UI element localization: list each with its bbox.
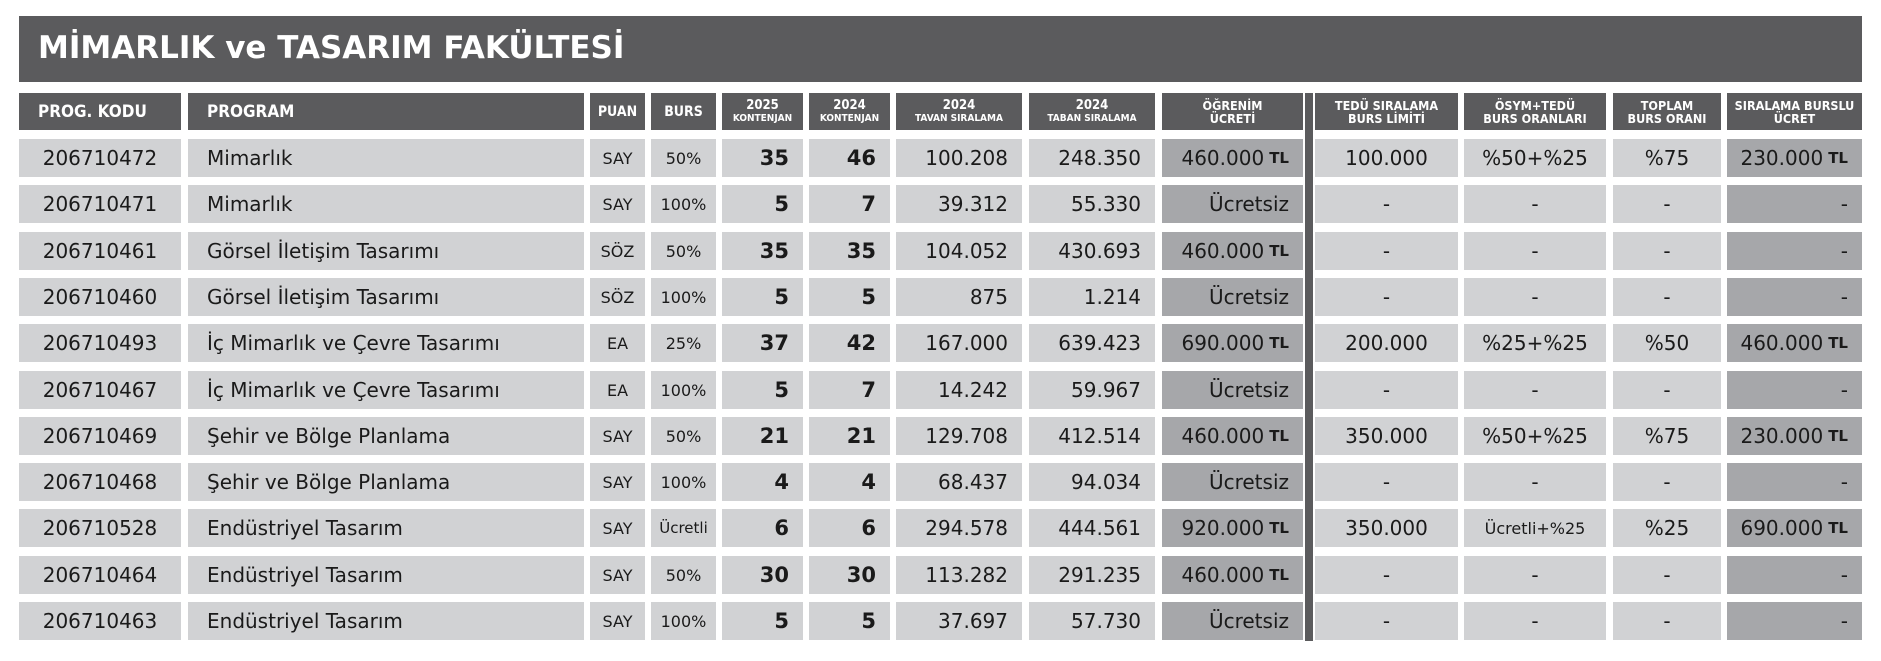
cell-k2025: 21: [722, 417, 803, 455]
cell-taban: 444.561: [1029, 509, 1155, 547]
cell-burs: 100%: [651, 371, 716, 409]
cell-kod: 206710528: [19, 509, 181, 547]
cell-tavan: 100.208: [896, 139, 1022, 177]
currency-label: TL: [1828, 334, 1848, 352]
currency-label: TL: [1269, 566, 1289, 584]
cell-burs: 50%: [651, 417, 716, 455]
header-prog-kodu: PROG. KODU: [19, 93, 181, 130]
cell-burs: 100%: [651, 185, 716, 223]
cell-taban: 57.730: [1029, 602, 1155, 640]
cell-toplam: -: [1613, 602, 1721, 640]
cell-ucret: Ücretsiz: [1162, 371, 1303, 409]
cell-puan: SAY: [590, 509, 645, 547]
cell-k2024: 7: [809, 371, 890, 409]
cell-tavan: 104.052: [896, 232, 1022, 270]
cell-tavan: 294.578: [896, 509, 1022, 547]
cell-program: Görsel İletişim Tasarımı: [188, 278, 584, 316]
cell-k2024: 4: [809, 463, 890, 501]
cell-taban: 59.967: [1029, 371, 1155, 409]
cell-puan: SAY: [590, 463, 645, 501]
header-kontenjan-2025: 2025 KONTENJAN: [722, 93, 803, 130]
cell-toplam: -: [1613, 232, 1721, 270]
header-siralama-burslu-ucret: SIRALAMA BURSLU ÜCRET: [1727, 93, 1862, 130]
cell-sburslu: -: [1727, 371, 1862, 409]
cell-sburslu: -: [1727, 185, 1862, 223]
currency-label: TL: [1828, 519, 1848, 537]
cell-taban: 639.423: [1029, 324, 1155, 362]
cell-program: Şehir ve Bölge Planlama: [188, 417, 584, 455]
header-program: PROGRAM: [188, 93, 584, 130]
cell-k2024: 35: [809, 232, 890, 270]
cell-tavan: 68.437: [896, 463, 1022, 501]
header-tavan-siralama: 2024 TAVAN SIRALAMA: [896, 93, 1022, 130]
cell-sburslu: 230.000 TL: [1727, 417, 1862, 455]
cell-toplam: -: [1613, 278, 1721, 316]
currency-label: TL: [1269, 334, 1289, 352]
cell-sburslu: 460.000 TL: [1727, 324, 1862, 362]
cell-osym: %50+%25: [1464, 139, 1606, 177]
cell-program: Endüstriyel Tasarım: [188, 602, 584, 640]
cell-k2024: 21: [809, 417, 890, 455]
currency-label: TL: [1269, 519, 1289, 537]
cell-puan: SÖZ: [590, 278, 645, 316]
cell-sburslu: 690.000 TL: [1727, 509, 1862, 547]
cell-puan: EA: [590, 324, 645, 362]
cell-osym: -: [1464, 463, 1606, 501]
cell-k2025: 30: [722, 556, 803, 594]
cell-ucret: Ücretsiz: [1162, 278, 1303, 316]
cell-k2025: 35: [722, 139, 803, 177]
cell-taban: 430.693: [1029, 232, 1155, 270]
cell-ucret: Ücretsiz: [1162, 602, 1303, 640]
cell-program: Şehir ve Bölge Planlama: [188, 463, 584, 501]
cell-toplam: %75: [1613, 417, 1721, 455]
cell-tedu: -: [1315, 278, 1458, 316]
cell-puan: SAY: [590, 185, 645, 223]
cell-kod: 206710493: [19, 324, 181, 362]
cell-puan: SÖZ: [590, 232, 645, 270]
cell-tedu: -: [1315, 463, 1458, 501]
cell-k2025: 5: [722, 602, 803, 640]
cell-k2025: 37: [722, 324, 803, 362]
cell-taban: 55.330: [1029, 185, 1155, 223]
cell-sburslu: -: [1727, 602, 1862, 640]
cell-k2025: 5: [722, 371, 803, 409]
cell-osym: %25+%25: [1464, 324, 1606, 362]
cell-ucret: Ücretsiz: [1162, 463, 1303, 501]
cell-tedu: 350.000: [1315, 509, 1458, 547]
cell-kod: 206710463: [19, 602, 181, 640]
cell-sburslu: -: [1727, 278, 1862, 316]
cell-tavan: 875: [896, 278, 1022, 316]
cell-tedu: 100.000: [1315, 139, 1458, 177]
cell-toplam: %25: [1613, 509, 1721, 547]
cell-kod: 206710461: [19, 232, 181, 270]
cell-program: Mimarlık: [188, 185, 584, 223]
currency-label: TL: [1269, 242, 1289, 260]
cell-puan: SAY: [590, 556, 645, 594]
cell-kod: 206710467: [19, 371, 181, 409]
cell-burs: 100%: [651, 602, 716, 640]
cell-sburslu: -: [1727, 232, 1862, 270]
cell-burs: 50%: [651, 556, 716, 594]
cell-program: Görsel İletişim Tasarımı: [188, 232, 584, 270]
cell-ucret: 460.000 TL: [1162, 139, 1303, 177]
cell-osym: Ücretli+%25: [1464, 509, 1606, 547]
cell-ucret: Ücretsiz: [1162, 185, 1303, 223]
cell-burs: 50%: [651, 232, 716, 270]
cell-taban: 94.034: [1029, 463, 1155, 501]
cell-tavan: 39.312: [896, 185, 1022, 223]
cell-taban: 412.514: [1029, 417, 1155, 455]
cell-taban: 291.235: [1029, 556, 1155, 594]
cell-tavan: 14.242: [896, 371, 1022, 409]
cell-kod: 206710464: [19, 556, 181, 594]
column-separator: [1305, 93, 1313, 641]
cell-tedu: 200.000: [1315, 324, 1458, 362]
cell-k2024: 7: [809, 185, 890, 223]
cell-tedu: 350.000: [1315, 417, 1458, 455]
cell-burs: 50%: [651, 139, 716, 177]
header-ogrenim-ucreti: ÖĞRENİM ÜCRETİ: [1162, 93, 1303, 130]
cell-ucret: 460.000 TL: [1162, 417, 1303, 455]
cell-osym: -: [1464, 232, 1606, 270]
cell-osym: -: [1464, 371, 1606, 409]
cell-osym: %50+%25: [1464, 417, 1606, 455]
cell-tedu: -: [1315, 232, 1458, 270]
currency-label: TL: [1828, 427, 1848, 445]
cell-taban: 248.350: [1029, 139, 1155, 177]
cell-k2024: 6: [809, 509, 890, 547]
cell-puan: SAY: [590, 417, 645, 455]
header-burs: BURS: [651, 93, 716, 130]
cell-sburslu: -: [1727, 463, 1862, 501]
cell-toplam: -: [1613, 556, 1721, 594]
cell-k2024: 5: [809, 602, 890, 640]
cell-kod: 206710471: [19, 185, 181, 223]
cell-toplam: %75: [1613, 139, 1721, 177]
cell-puan: SAY: [590, 602, 645, 640]
cell-kod: 206710460: [19, 278, 181, 316]
cell-puan: SAY: [590, 139, 645, 177]
cell-program: İç Mimarlık ve Çevre Tasarımı: [188, 371, 584, 409]
cell-program: Endüstriyel Tasarım: [188, 556, 584, 594]
currency-label: TL: [1828, 149, 1848, 167]
cell-program: Mimarlık: [188, 139, 584, 177]
faculty-title: MİMARLIK ve TASARIM FAKÜLTESİ: [38, 30, 625, 66]
header-puan: PUAN: [590, 93, 645, 130]
cell-burs: 100%: [651, 278, 716, 316]
cell-k2025: 5: [722, 185, 803, 223]
cell-toplam: -: [1613, 185, 1721, 223]
cell-program: Endüstriyel Tasarım: [188, 509, 584, 547]
currency-label: TL: [1269, 149, 1289, 167]
cell-toplam: -: [1613, 371, 1721, 409]
cell-ucret: 460.000 TL: [1162, 556, 1303, 594]
cell-tedu: -: [1315, 556, 1458, 594]
cell-burs: 100%: [651, 463, 716, 501]
cell-tavan: 167.000: [896, 324, 1022, 362]
faculty-title-bar: [19, 16, 1862, 82]
cell-k2025: 35: [722, 232, 803, 270]
cell-burs: 25%: [651, 324, 716, 362]
cell-tedu: -: [1315, 371, 1458, 409]
cell-ucret: 920.000 TL: [1162, 509, 1303, 547]
cell-osym: -: [1464, 278, 1606, 316]
header-kontenjan-2024: 2024 KONTENJAN: [809, 93, 890, 130]
cell-tavan: 129.708: [896, 417, 1022, 455]
cell-burs: Ücretli: [651, 509, 716, 547]
cell-tedu: -: [1315, 602, 1458, 640]
cell-k2024: 30: [809, 556, 890, 594]
cell-toplam: -: [1613, 463, 1721, 501]
header-taban-siralama: 2024 TABAN SIRALAMA: [1029, 93, 1155, 130]
cell-program: İç Mimarlık ve Çevre Tasarımı: [188, 324, 584, 362]
header-toplam-burs-orani: TOPLAM BURS ORANI: [1613, 93, 1721, 130]
cell-tavan: 37.697: [896, 602, 1022, 640]
cell-osym: -: [1464, 556, 1606, 594]
cell-tedu: -: [1315, 185, 1458, 223]
cell-osym: -: [1464, 602, 1606, 640]
header-tedu-burs-limiti: TEDÜ SIRALAMA BURS LİMİTİ: [1315, 93, 1458, 130]
cell-sburslu: -: [1727, 556, 1862, 594]
cell-osym: -: [1464, 185, 1606, 223]
cell-k2025: 4: [722, 463, 803, 501]
cell-kod: 206710472: [19, 139, 181, 177]
cell-ucret: 460.000 TL: [1162, 232, 1303, 270]
cell-k2025: 5: [722, 278, 803, 316]
currency-label: TL: [1269, 427, 1289, 445]
cell-kod: 206710469: [19, 417, 181, 455]
cell-tavan: 113.282: [896, 556, 1022, 594]
cell-k2024: 46: [809, 139, 890, 177]
cell-k2025: 6: [722, 509, 803, 547]
cell-ucret: 690.000 TL: [1162, 324, 1303, 362]
cell-k2024: 5: [809, 278, 890, 316]
cell-kod: 206710468: [19, 463, 181, 501]
header-osym-tedu-burs-oranlari: ÖSYM+TEDÜ BURS ORANLARI: [1464, 93, 1606, 130]
cell-k2024: 42: [809, 324, 890, 362]
cell-taban: 1.214: [1029, 278, 1155, 316]
cell-toplam: %50: [1613, 324, 1721, 362]
cell-sburslu: 230.000 TL: [1727, 139, 1862, 177]
cell-puan: EA: [590, 371, 645, 409]
